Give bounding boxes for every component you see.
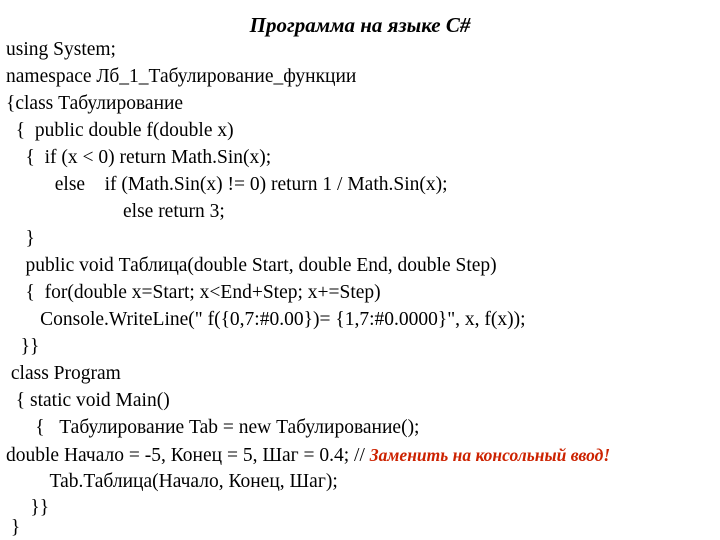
- code-line-19: }: [6, 517, 21, 538]
- code-line-18: }}: [6, 497, 50, 518]
- code-line-14: { static void Main(): [6, 390, 170, 411]
- code-line-3: {class Табулирование: [6, 93, 184, 114]
- code-line-9: public void Таблица(double Start, double End, double Step): [6, 255, 497, 276]
- code-line-8: }: [6, 228, 35, 249]
- code-line-1: using System;: [6, 39, 116, 60]
- code-line-13: class Program: [6, 363, 121, 384]
- code-line-4: { public double f(double x): [6, 120, 234, 141]
- code-line-12: }}: [6, 336, 40, 357]
- code-line-2: namespace Лб_1_Табулирование_функции: [6, 66, 357, 87]
- code-line-16-code: double Начало = -5, Конец = 5, Шаг = 0.4; //: [6, 445, 370, 466]
- code-line-6: else if (Math.Sin(x) != 0) return 1 / Math.Sin(x);: [6, 174, 448, 195]
- slide-title: Программа на языке C#: [249, 13, 471, 37]
- code-comment: Заменить на консольный ввод!: [369, 445, 611, 465]
- code-line-16: [6, 443, 610, 468]
- code-line-11: Console.WriteLine(" f({0,7:#0.00})= {1,7:#0.0000}", x, f(x));: [6, 309, 526, 330]
- code-line-10: { for(double x=Start; x<End+Step; x+=Step): [6, 282, 381, 303]
- code-line-15: { Табулирование Tab = new Табулирование();: [6, 417, 420, 438]
- code-line-7: else return 3;: [6, 201, 225, 222]
- code-line-17: Tab.Таблица(Начало, Конец, Шаг);: [6, 471, 338, 492]
- code-line-5: { if (x < 0) return Math.Sin(x);: [6, 147, 272, 168]
